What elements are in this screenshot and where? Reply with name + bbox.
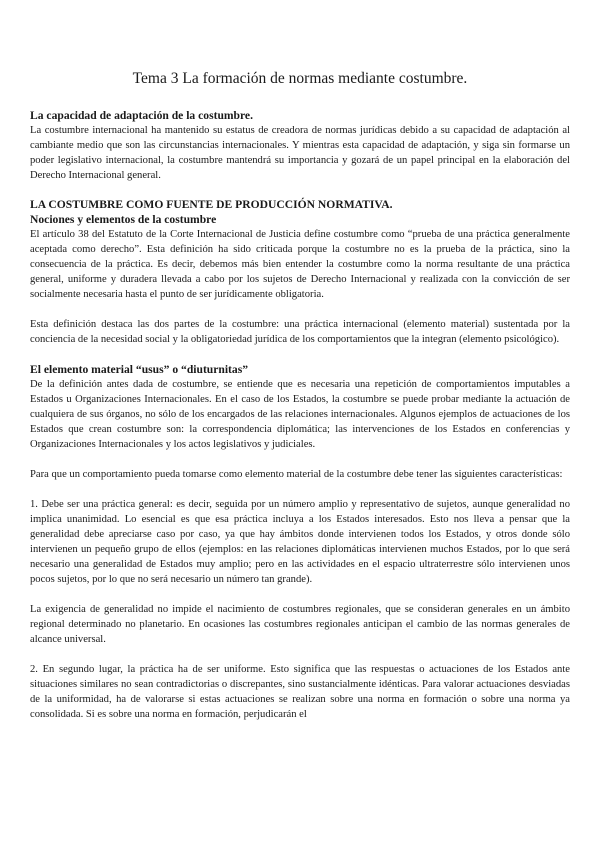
section-heading-fuente: LA COSTUMBRE COMO FUENTE DE PRODUCCIÓN NORMATIVA.: [30, 198, 393, 211]
list-item-generalidad: 1. Debe ser una práctica general: es decir, seguida por un número amplio y representativo de sujetos, aunque generalidad no implica unanimidad. Lo esencial es que esa práctica incluya a los Estados interesados. Esto nos lleva a pensar que la generalidad debe apreciarse caso por caso, ya que hay ámbitos donde intervienen todos los Estados, y otros donde sólo intervienen un pequeño grupo de ellos (ejemplos: en las relaciones diplomáticas intervienen muchos Estados, por lo que será necesario una generalidad de Estados muy amplio; pero en las actividades en el espacio ultraterrestre sólo intervienen unos pocos sujetos, por lo que no será necesario un número tan grande).: [30, 499, 570, 585]
paragraph: Esta definición destaca las dos partes de la costumbre: una práctica internacional (elemento material) sustentada por la conciencia de la necesidad social y la obligatoriedad jurídica de los comportamientos que la integran (elemento psicológico).: [30, 319, 570, 345]
section-heading-adaptacion: La capacidad de adaptación de la costumbre.: [30, 109, 253, 122]
paragraph: La costumbre internacional ha mantenido su estatus de creadora de normas jurídicas debido a su capacidad de adaptación al cambiante medio que son las circunstancias internacionales. Y mientras esta capacidad de adaptación, y siga sin formarse un poder legislativo internacional, la costumbre mantendrá su importancia y gozará de un papel principal en la elaboración del Derecho Internacional general.: [30, 125, 570, 181]
section-heading-elemento-material: El elemento material “usus” o “diuturnitas”: [30, 363, 249, 376]
paragraph: La exigencia de generalidad no impide el nacimiento de costumbres regionales, que se consideran generales en un ámbito regional determinado no planetario. En ocasiones las costumbres regionales anticipan el cambio de las normas generales de alcance universal.: [30, 604, 570, 645]
list-item-uniformidad: 2. En segundo lugar, la práctica ha de ser uniforme. Esto significa que las respuestas o actuaciones de los Estados ante situaciones similares no sean contradictorias o discrepantes, sino sustancialmente idénticas. Para valorar actuaciones desviadas de la uniformidad, ha de valorarse si estas actuaciones se realizan sobre una norma en formación o sobre una norma ya consolidada. Si es sobre una norma en formación, perjudicarán el: [30, 664, 570, 720]
paragraph: El artículo 38 del Estatuto de la Corte Internacional de Justicia define costumbre como “prueba de una práctica generalmente aceptada como derecho”. Esta definición ha sido criticada porque la costumbre no es la prueba de la práctica, sino la consecuencia de la práctica. Es decir, debemos más bien entender la costumbre como la norma resultante de una práctica general, uniforme y duradera llevada a cabo por los sujetos de Derecho Internacional y realizada con la convicción de ser socialmente necesaria hasta el punto de ser jurídicamente obligatoria.: [30, 229, 570, 300]
subsection-heading-nociones: Nociones y elementos de la costumbre: [30, 213, 217, 226]
page-title: Tema 3 La formación de normas mediante costumbre.: [132, 70, 468, 87]
paragraph: De la definición antes dada de costumbre, se entiende que es necesaria una repetición de comportamientos imputables a Estados u Organizaciones Internacionales. En el caso de los Estados, la costumbre se puede probar mediante la actuación de cualquiera de sus órganos, no sólo de los encargados de las relaciones internacionales. Algunos ejemplos de actuaciones de los Estados que crean costumbre son: la correspondencia diplomática; las intervenciones de los Estados en conferencias y Organizaciones Internacionales y los actos legislativos y judiciales.: [30, 379, 570, 450]
document-page: [30, 0, 570, 722]
paragraph: Para que un comportamiento pueda tomarse como elemento material de la costumbre debe tener las siguientes características:: [30, 469, 563, 480]
